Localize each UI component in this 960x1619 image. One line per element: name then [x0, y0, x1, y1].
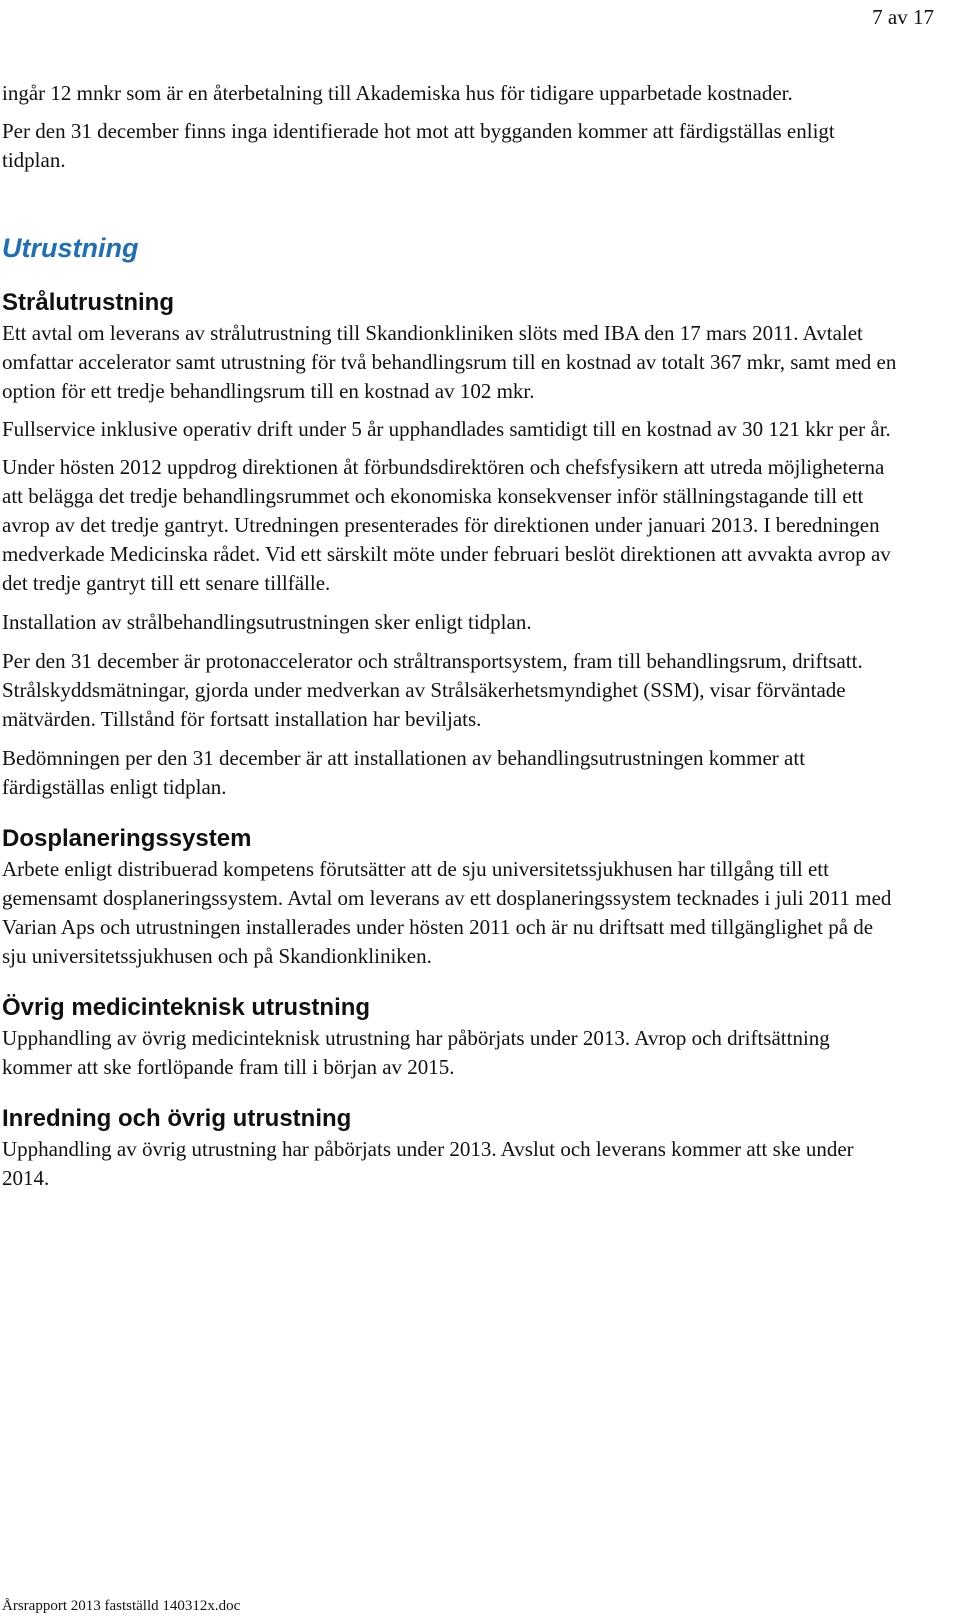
document-body	[2, 79, 902, 1193]
stralutrustning-paragraph-4: Installation av strålbehandlingsutrustningen sker enligt tidplan.	[2, 610, 532, 634]
section-title-utrustning: Utrustning	[2, 233, 139, 263]
footer-filename: Årsrapport 2013 fastställd 140312x.doc	[2, 1598, 241, 1614]
stralutrustning-paragraph-3: Under hösten 2012 uppdrog direktionen åt förbundsdirektören och chefsfysikern att utreda möjligheterna att belägga det tredje behandlingsrummet och ekonomiska konsekvenser inför ställningstagande till ett avrop av det tredje gantryt. Utredningen presenterades för direktionen under januari 2013. I beredningen medverkade Medicinska rådet. Vid ett särskilt möte under februari beslöt direktionen att avvakta avrop av det tredje gantryt till ett senare tillfälle.	[2, 455, 891, 595]
intro-paragraph-2: Per den 31 december finns inga identifierade hot mot att bygganden kommer att färdigställas enligt tidplan.	[2, 119, 835, 172]
inredning-paragraph: Upphandling av övrig utrustning har påbörjats under 2013. Avslut och leverans kommer att ske under 2014.	[2, 1137, 854, 1190]
ovrig-medicinteknisk-paragraph: Upphandling av övrig medicinteknisk utrustning har påbörjats under 2013. Avrop och driftsättning kommer att ske fortlöpande fram till i början av 2015.	[2, 1026, 830, 1079]
dosplanering-paragraph: Arbete enligt distribuerad kompetens förutsätter att de sju universitetssjukhusen har tillgång till ett gemensamt dosplaneringssystem. Avtal om leverans av ett dosplaneringssystem tecknades i juli 2011 med Varian Aps och utrustningen installerades under hösten 2011 och är nu driftsatt med tillgänglighet på de sju universitetssjukhusen och på Skandionkliniken.	[2, 857, 892, 968]
stralutrustning-paragraph-2: Fullservice inklusive operativ drift under 5 år upphandlades samtidigt till en kostnad av 30 121 kkr per år.	[2, 417, 891, 441]
heading-stralutrustning: Strålutrustning	[2, 289, 174, 316]
stralutrustning-paragraph-5: Per den 31 december är protonaccelerator och stråltransportsystem, fram till behandlingsrum, driftsatt. Strålskyddsmätningar, gjorda under medverkan av Strålsäkerhetsmyndighet (SSM), visar förväntade mätvärden. Tillstånd för fortsatt installation har beviljats.	[2, 649, 863, 731]
heading-inredning: Inredning och övrig utrustning	[2, 1105, 352, 1132]
stralutrustning-paragraph-6: Bedömningen per den 31 december är att installationen av behandlingsutrustningen kommer att färdigställas enligt tidplan.	[2, 746, 806, 799]
intro-paragraph-1: ingår 12 mnkr som är en återbetalning till Akademiska hus för tidigare upparbetade kostnader.	[2, 81, 793, 105]
heading-ovrig-medicinteknisk-utrustning: Övrig medicinteknisk utrustning	[2, 994, 371, 1021]
stralutrustning-paragraph-1: Ett avtal om leverans av strålutrustning till Skandionkliniken slöts med IBA den 17 mars 2011. Avtalet omfattar accelerator samt utrustning för två behandlingsrum till en kostnad av totalt 367 mkr, samt med en option för ett tredje behandlingsrum till en kostnad av 102 mkr.	[2, 321, 897, 403]
page-number: 7 av 17	[872, 5, 934, 29]
heading-dosplaneringssystem: Dosplaneringssystem	[2, 825, 252, 852]
